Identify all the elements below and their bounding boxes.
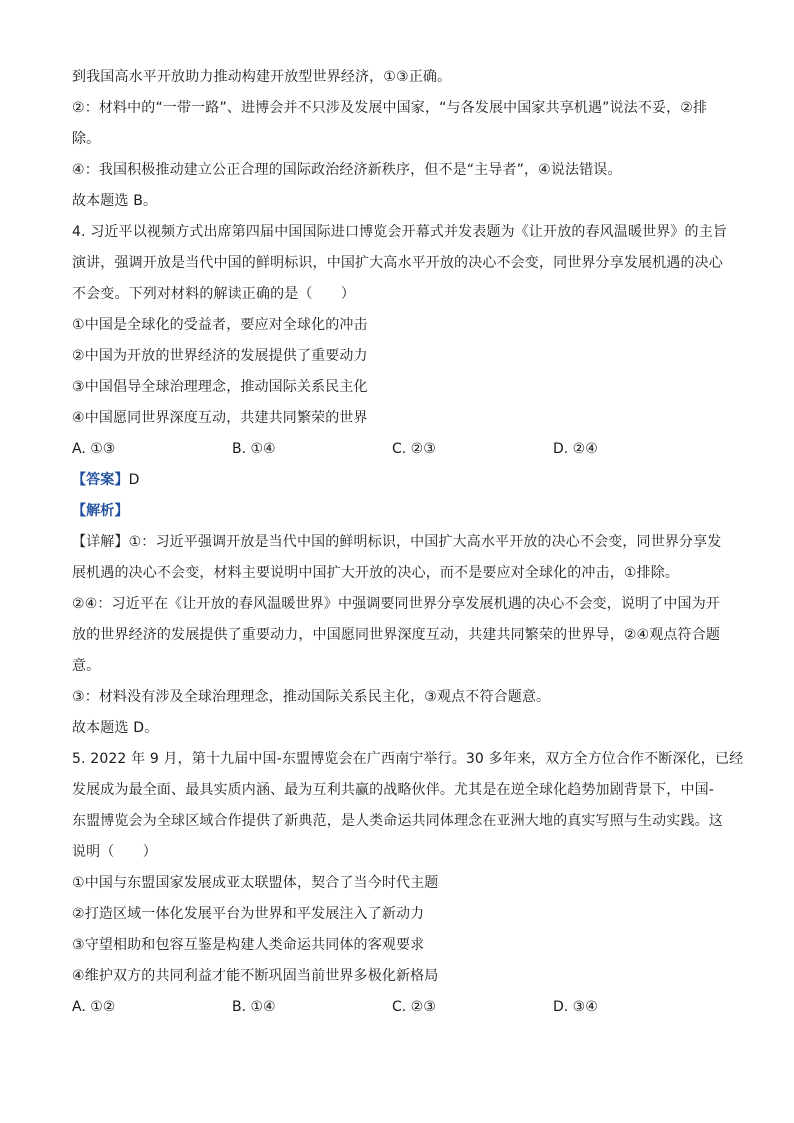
- q4-detail-line: 意。: [72, 658, 101, 674]
- q5-stem: 5. 2022 年 9 月，第十九届中国-东盟博览会在广西南宁举行。30 多年来，双方全方位合作不断深化，已经: [72, 751, 744, 767]
- prev-explanation-line: 除。: [72, 131, 101, 147]
- answer-value: D: [128, 472, 140, 488]
- q4-stem: 4. 习近平以视频方式出席第四届中国国际进口博览会开幕式并发表题为《让开放的春风温暖世界》的主旨: [72, 224, 728, 240]
- prev-conclusion: 故本题选 B。: [72, 193, 158, 209]
- q4-detail-line: 展机遇的决心不会变，材料主要说明中国扩大开放的决心，而不是要应对全球化的冲击，①排除。: [72, 565, 679, 581]
- q4-analysis-line: [72, 496, 724, 527]
- q4-choices: [72, 434, 724, 465]
- q4-detail-line: ②④：习近平在《让开放的春风温暖世界》中强调要同世界分享发展机遇的决心不会变，说明了中国为开: [72, 596, 720, 612]
- q5-option: ①中国与东盟国家发展成亚太联盟体，契合了当今时代主题: [72, 875, 439, 891]
- q5-stem: 东盟博览会为全球区域合作提供了新典范，是人类命运共同体理念在亚洲大地的真实写照与生动实践。这: [72, 813, 723, 829]
- q5-stem: 发展成为最全面、最具实质内涵、最为互利共赢的战略伙伴。尤其是在逆全球化趋势加剧背景下，中国-: [72, 782, 714, 798]
- q4-option: ①中国是全球化的受益者，要应对全球化的冲击: [72, 317, 368, 333]
- document-page: [72, 62, 744, 1023]
- answer-tag: 【答案】: [72, 472, 129, 488]
- q4-choice-c: C. ②③: [392, 441, 436, 457]
- q4-detail-line: ③：材料没有涉及全球治理理念，推动国际关系民主化，③观点不符合题意。: [72, 689, 551, 705]
- q4-conclusion: 故本题选 D。: [72, 720, 159, 736]
- q4-answer-line: [72, 465, 724, 496]
- detail-text: ①：习近平强调开放是当代中国的鲜明标识，中国扩大高水平开放的决心不会变，同世界分享发: [128, 534, 722, 550]
- q5-choice-a: A. ①②: [72, 999, 116, 1015]
- prev-explanation-line: 到我国高水平开放助力推动构建开放型世界经济，①③正确。: [72, 69, 452, 85]
- q4-option: ②中国为开放的世界经济的发展提供了重要动力: [72, 348, 368, 364]
- q4-detail-line: 放的世界经济的发展提供了重要动力，中国愿同世界深度互动，共建共同繁荣的世界导，②④观点符合题: [72, 627, 720, 643]
- q4-stem: 不会变。下列对材料的解读正确的是（ ）: [72, 286, 355, 302]
- q4-choice-a: A. ①③: [72, 441, 116, 457]
- q4-stem: 演讲，强调开放是当代中国的鲜明标识，中国扩大高水平开放的决心不会变，同世界分享发展机遇的决心: [72, 255, 723, 271]
- q4-choice-b: B. ①④: [232, 441, 276, 457]
- q5-option: ③守望相助和包容互鉴是构建人类命运共同体的客观要求: [72, 937, 425, 953]
- q5-choice-d: D. ③④: [553, 999, 598, 1015]
- q5-choice-b: B. ①④: [232, 999, 276, 1015]
- detail-tag: 【详解】: [72, 534, 129, 550]
- q4-choice-d: D. ②④: [553, 441, 598, 457]
- q4-option: ③中国倡导全球治理理念，推动国际关系民主化: [72, 379, 368, 395]
- q5-stem: 说明（ ）: [72, 844, 157, 860]
- q4-option: ④中国愿同世界深度互动，共建共同繁荣的世界: [72, 410, 368, 426]
- q5-option: ④维护双方的共同利益才能不断巩固当前世界多极化新格局: [72, 968, 439, 984]
- prev-explanation-line: ②：材料中的“一带一路”、进博会并不只涉及发展中国家，“与各发展中国家共享机遇”说法不妥，②排: [72, 100, 708, 116]
- q5-choices: [72, 992, 724, 1023]
- q5-choice-c: C. ②③: [392, 999, 436, 1015]
- analysis-tag: 【解析】: [72, 503, 129, 519]
- q5-option: ②打造区域一体化发展平台为世界和平发展注入了新动力: [72, 906, 425, 922]
- prev-explanation-line: ④：我国积极推动建立公正合理的国际政治经济新秩序，但不是“主导者”，④说法错误。: [72, 162, 622, 178]
- q4-detail-line: [72, 527, 724, 558]
